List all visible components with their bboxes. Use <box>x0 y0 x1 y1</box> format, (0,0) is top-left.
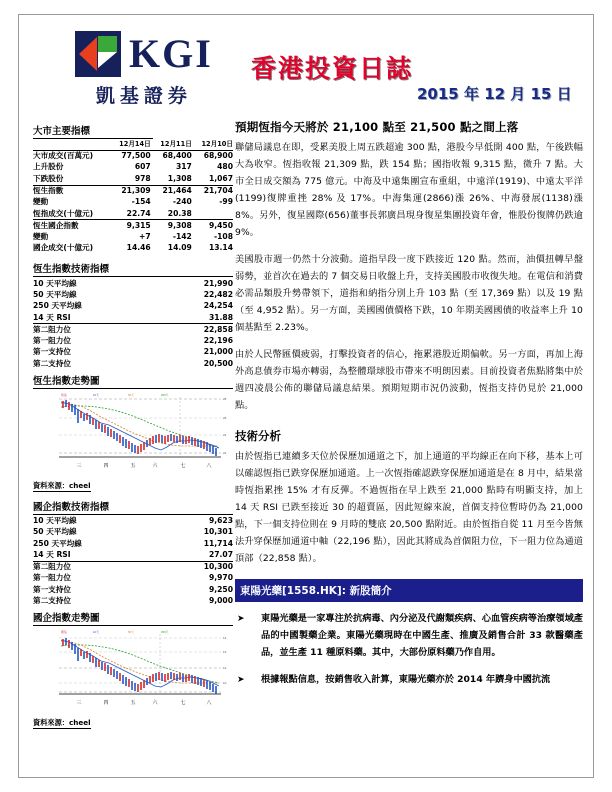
hsi-technical-table <box>33 278 233 369</box>
table-row: 變動 -154 -240 -99 <box>33 197 233 207</box>
hscei-technical-table <box>33 516 233 607</box>
svg-text:50天: 50天 <box>128 392 134 397</box>
arrow-bullet-icon: ➤ <box>237 675 245 686</box>
svg-text:三: 三 <box>76 699 82 706</box>
hsi-chart-title: 恆生指數走勢圖 <box>33 373 233 389</box>
list-item-text: 根據報點信息，按銷售收入計算，東陽光藥亦於 2014 年躋身中國抗流 <box>261 674 551 686</box>
table-row: 14 天 RSI 27.07 <box>33 549 233 561</box>
list-item <box>235 610 583 661</box>
kgi-logo <box>75 31 213 108</box>
hscei-chart-svg <box>33 628 231 710</box>
kgi-logo-chinese: 凱基證券 <box>95 85 192 107</box>
table-row: 恆指成交(十億元) 22.74 20.38 <box>33 208 233 220</box>
page-date: 2015 年 12 月 15 日 <box>417 85 572 103</box>
svg-text:三: 三 <box>76 462 82 469</box>
kgi-logo-text: KGI <box>129 31 213 76</box>
table-row: 大市成交(百萬元) 77,500 68,400 68,900 <box>33 151 233 161</box>
left-column <box>33 119 233 729</box>
table-row: 14 天 RSI 31.88 <box>33 312 233 324</box>
hscei-chart-title: 國企指數走勢圖 <box>33 610 233 626</box>
list-item-text: 東陽光藥是一家專注於抗病毒、內分泌及代謝類疾病、心血管疾病等治療領域產品的中國製藥企業。東陽光藥現時在中國生產、推廣及銷售合計 33 款醫藥產品，並生產 11 種原料藥。其中，大部份原料藥乃作自用。 <box>261 613 583 659</box>
table-row: 上升股份 607 317 480 <box>33 162 233 172</box>
list-item <box>235 671 583 688</box>
paragraph-outlook: 由於人民幣匯價疲弱，打擊投資者的信心，拖累港股近期偏軟。另一方面，再加上海外高息債券市場亦轉弱，為整體環球股市帶來不明朗因素。目前投資者焦點將集中於週四凌晨公佈的聯儲局議息結果。預期短期市況仍波動，恆指支持仍見於 21,000 點。 <box>235 349 583 412</box>
svg-text:國指: 國指 <box>61 629 67 634</box>
table-row: 第一阻力位 22,196 <box>33 336 233 346</box>
hsi-tech-title: 恆生指數技術指標 <box>33 261 233 277</box>
col-header: 12月10日 <box>192 140 233 150</box>
page-header <box>19 15 593 111</box>
table-row: 10 天平均線 9,623 <box>33 515 233 525</box>
svg-text:10天: 10天 <box>93 629 99 634</box>
hsi-chart-source: 資料來源：cheel <box>33 480 91 490</box>
svg-text:22: 22 <box>223 450 227 455</box>
col-header: 12月14日 <box>110 140 151 150</box>
svg-text:八: 八 <box>206 462 212 469</box>
market-table-title: 大市主要指標 <box>33 123 153 139</box>
paragraph-technical: 由於恆指已連續多天位於保歷加通道之下，加上通道的平均線正在向下移，基本上可以確認恆指已跌穿保歷加通道。上一次恆指確認跌穿保歷加通道是在 8 月中，結果當時恆指累挫 15% 才有反彈。不過恆指在早上跌至 21,000 點時有明顯支持，加上 14 天 RSI 已跌至接近 30 的超賣區，因此短線來說，首個支持位暫時仍為 21,000 點，下一個支持位則在 9 月時的雙底 20,500 點附近。由於恆指自從 11 月至今皆無法升穿保歷加通道中軸（22,196 點），因此其將成為首個阻力位，下一阻力位為通道頂部（22,858 點）。 <box>235 451 583 565</box>
svg-text:10: 10 <box>223 680 227 685</box>
svg-text:八: 八 <box>206 699 212 706</box>
table-row: 第二支持位 20,500 <box>33 358 233 368</box>
section-heading-forecast: 預期恆指今天將於 21,100 點至 21,500 點之間上落 <box>235 120 519 134</box>
document-page <box>18 14 594 778</box>
hscei-trend-chart <box>33 628 231 710</box>
table-row: 第一支持位 9,250 <box>33 584 233 594</box>
svg-text:五: 五 <box>130 462 136 469</box>
svg-text:10天: 10天 <box>93 392 99 397</box>
section-heading-technical: 技術分析 <box>235 429 281 444</box>
svg-text:28: 28 <box>223 396 227 401</box>
hsi-trend-chart <box>33 391 231 473</box>
svg-text:13: 13 <box>223 649 227 654</box>
stock-highlight-bar: 東陽光藥[1558.HK]: 新股簡介 <box>235 579 583 602</box>
svg-text:六: 六 <box>152 699 158 706</box>
table-row: 恆生國企指數 9,315 9,308 9,450 <box>33 220 233 230</box>
svg-text:四: 四 <box>103 699 109 706</box>
svg-text:14: 14 <box>223 635 227 640</box>
paragraph-us-market: 美國股市週一仍然十分波動。道指早段一度下跌接近 120 點。然而，油價扭轉早盤弱勢，並首次在過去的 7 個交易日收盤上升，支持美國股市收復失地。在電信和消費必需品類股升勢帶領下，道指和納指分別上升 103 點（至 17,369 點）以及 19 點（至 4,952 點）。另一方面，美國國債價格下跌，10 年期美國國債的收益率上升 10 個基點至 2.23%。 <box>235 254 583 334</box>
svg-text:恆指: 恆指 <box>61 392 67 397</box>
svg-text:七: 七 <box>180 462 186 469</box>
table-row: 10 天平均線 21,990 <box>33 278 233 288</box>
table-row: 50 天平均線 22,482 <box>33 289 233 299</box>
svg-text:250天: 250天 <box>161 392 169 397</box>
market-indicators-table <box>33 140 233 254</box>
svg-text:26: 26 <box>223 415 227 420</box>
table-row: 下跌股份 978 1,308 1,067 <box>33 173 233 185</box>
table-row: 第二支持位 9,000 <box>33 595 233 605</box>
page-title: 香港投資日誌 <box>251 54 414 83</box>
table-row: 國企成交(十億元) 14.46 14.09 13.14 <box>33 243 233 253</box>
hscei-chart-source: 資料來源：cheel <box>33 717 91 727</box>
stock-bullet-list <box>235 610 583 688</box>
arrow-bullet-icon: ➤ <box>237 614 245 625</box>
table-row: 50 天平均線 10,301 <box>33 527 233 537</box>
svg-text:24: 24 <box>223 432 227 437</box>
hsi-chart-svg <box>33 391 231 473</box>
paragraph-hk-market: 聯儲局議息在即，受累美股上周五跌超逾 300 點，港股今早低開 400 點，午後跌幅大為收窄。恆指收報 21,309 點，跌 154 點；國指收報 9,315 點，微升 7 點。大市全日成交額為 775 億元。中海及中遠集團宣布重組，中遠洋(1919)、中遠太平洋(1199)復牌重挫 28% 及 17%。中海集運(2866)漲 26%、中海發展(1138)漲 8%。另外，復星國際(656)董事長郭廣昌現身復星集團投資年會，惟股份復牌仍跌逾 9%。 <box>235 142 583 239</box>
svg-text:12: 12 <box>223 665 227 670</box>
table-row: 第一支持位 21,000 <box>33 347 233 357</box>
kgi-logo-mark-icon <box>75 31 121 77</box>
table-row: 恆生指數 21,309 21,464 21,704 <box>33 186 233 195</box>
table-row: 第二阻力位 10,300 <box>33 562 233 572</box>
table-row: 250 天平均線 24,254 <box>33 301 233 311</box>
col-header: 12月11日 <box>151 140 192 150</box>
svg-text:七: 七 <box>180 699 186 706</box>
table-header-row <box>33 140 233 150</box>
svg-text:六: 六 <box>152 462 158 469</box>
table-row: 250 天平均線 11,714 <box>33 538 233 548</box>
right-column <box>235 119 583 698</box>
svg-text:50天: 50天 <box>128 629 134 634</box>
svg-text:250天: 250天 <box>161 629 169 634</box>
table-row: 變動 +7 -142 -108 <box>33 232 233 242</box>
hscei-tech-title: 國企指數技術指標 <box>33 499 233 515</box>
svg-text:四: 四 <box>103 462 109 469</box>
table-row: 第二阻力位 22,858 <box>33 324 233 334</box>
table-row: 第一阻力位 9,970 <box>33 573 233 583</box>
svg-text:五: 五 <box>130 699 136 706</box>
